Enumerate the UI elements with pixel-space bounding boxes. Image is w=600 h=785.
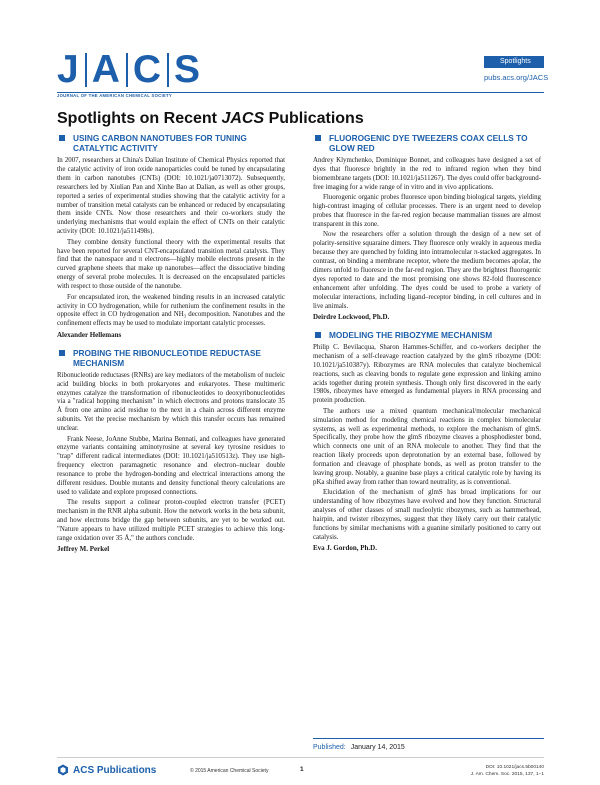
section-heading: PROBING THE RIBONUCLEOTIDE REDUCTASE MECHANISM <box>57 348 285 368</box>
author-name: Jeffrey M. Perkel <box>57 545 110 554</box>
logo-letter-s: S <box>174 48 202 91</box>
paragraph: Now the researchers offer a solution through the design of a new set of polarity-sensitive squaraine dimers. They fluoresce only weakly in aqueous media because they are quenched by folding into intramolecular π-stacked aggregates. In contrast, on binding a membrane receptor, where the medium becomes apolar, the dimers unfold to fluoresce in the far-red region. They are the brightest fluorogenic dyes reported to date and the most promising one shows 82-fold fluorescence enhancement after unfolding. The dyes could be used to probe a variety of molecular interactions, including ligand–receptor binding, in cell cultures and in live animals. <box>313 231 541 310</box>
acs-hexagon-icon <box>57 764 69 776</box>
section-nanotubes <box>57 133 285 340</box>
footer-doi: DOI: 10.1021/jacs.5b00140 <box>485 765 544 770</box>
paragraph: Andrey Klymchenko, Dominique Bonnet, and colleagues have designed a set of dyes that fluoresce brightly in the red to infrared region when they bind biomembrane targets (DOI: 10.1021/ja511267). The dyes could offer background-free imaging for a wide range of in vitro and in vivo applications. <box>313 157 541 191</box>
page-title: Spotlights on Recent JACS Publications <box>57 110 364 127</box>
paragraph: For encapsulated iron, the weakened binding results in an increased catalytic activity in CO hydrogenation, while for ruthenium the confinement results in the opposite effect in CO hydrogenation and NH₃ decomposition. Nanotubes and the confinement effects may be used to modulate important catalytic processes. <box>57 293 285 328</box>
spotlights-tab: Spotlights <box>484 56 544 68</box>
published-line <box>313 744 405 751</box>
acs-publications-logo: ACS Publications <box>57 764 156 776</box>
paragraph: Elucidation of the mechanism of glmS has broad implications for our understanding of how ribozymes have evolved and how they function. Structural analyses of other classes of small nucleolytic ribozymes, such as hammerhead, hairpin, and twister ribozymes, suggest that they likely carry out their catalytic functions by similar mechanisms with a guanine similarly positioned to carry out catalysis. <box>313 489 541 541</box>
author-name: Alexander Hellemans <box>57 330 122 339</box>
journal-url-link[interactable]: pubs.acs.org/JACS <box>484 73 549 82</box>
logo-letter-a: A <box>91 48 121 91</box>
jacs-logo <box>57 50 201 98</box>
footer-citation <box>471 764 544 778</box>
right-column <box>313 133 541 561</box>
section-heading: FLUOROGENIC DYE TWEEZERS COAX CELLS TO GLOW RED <box>313 133 541 153</box>
header-divider <box>57 92 544 93</box>
paragraph: Fluorogenic organic probes fluoresce upon binding biological targets, yielding high-contrast imaging of cellular processes. There is an urgent need to develop probes that fluoresce in the far-red region because mammalian tissues are almost transparent in this zone. <box>313 194 541 228</box>
logo-subtitle: JOURNAL OF THE AMERICAN CHEMICAL SOCIETY <box>57 93 172 98</box>
left-column <box>57 133 285 562</box>
paragraph: Philip C. Bevilacqua, Sharon Hammes-Schiffer, and co-workers decipher the mechanism of a self-cleavage reaction catalyzed by the glmS ribozyme (DOI: 10.1021/ja510387y). Ribozymes are RNA molecules that catalyze biochemical reactions, such as cleaving bonds to regulate gene expression and linking amino acids together during protein synthesis. Though only first discovered in the early 1980s, ribozymes have emerged as fundamental players in RNA processing and protein production. <box>313 343 541 405</box>
section-square-icon <box>315 332 321 338</box>
published-label: Published: <box>313 744 346 751</box>
paragraph: In 2007, researchers at China's Dalian Institute of Chemical Physics reported that the catalytic activity of iron oxide nanoparticles could be tuned by encapsulating them in carbon nanotubes (CNTs) (DOI: 10.1021/ja0713072). Subsequently, researchers led by Xiulian Pan and Xinhe Bao at Dalian, as well as other groups, reported a series of experimental studies showing that the catalytic activity for a number of transition metal catalysts can be enhanced or reduced by encapsulating them inside CNTs. Now those researchers and their co-workers study the underlying mechanisms that would explain the effect of CNTs on their catalytic activity (DOI: 10.1021/ja511498s). <box>57 157 285 236</box>
published-date: January 14, 2015 <box>350 744 405 751</box>
section-heading: USING CARBON NANOTUBES FOR TUNING CATALYTIC ACTIVITY <box>57 133 285 153</box>
paragraph: Ribonucleotide reductases (RNRs) are key mediators of the metabolism of nucleic acid building blocks in both prokaryotes and eukaryotes. These multimeric enzymes catalyze the transformation of ribonucleotides to deoxyribonucleotides via a "radical hopping mechanism" in which electrons and protons translocate 35 Å from one amino acid residue to the next in a chain across different enzyme subunits. Yet the precise mechanism by which this transfer occurs has remained unclear. <box>57 371 285 433</box>
page-number: 1 <box>300 766 304 773</box>
paragraph: The authors use a mixed quantum mechanical/molecular mechanical simulation method for modeling chemical reactions in complex biomolecular systems, as well as experimental methods, to explore the mechanism of glmS. Specifically, they probe how the glmS ribozyme cleaves a phosphodiester bond, which connects one unit of an RNA molecule to another. They find that the reaction likely proceeds upon deprotonation by an external base, followed by formation and cleavage of phosphate bonds, as well as proton transfer to the leaving group. Notably, a guanine base plays a critical catalytic role by having its pKa shifted away from rather than toward neutrality, as is conventional. <box>313 407 541 486</box>
section-square-icon <box>59 350 65 356</box>
author-name: Eva J. Gordon, Ph.D. <box>313 544 377 553</box>
logo-letter-j: J <box>57 48 80 91</box>
section-fluorogenic <box>313 133 541 322</box>
footer-divider <box>57 757 544 758</box>
section-ribonucleotide <box>57 348 285 555</box>
section-ribozyme <box>313 330 541 553</box>
published-divider <box>313 738 544 739</box>
section-heading: MODELING THE RIBOZYME MECHANISM <box>313 330 541 340</box>
paragraph: They combine density functional theory with the experimental results that have been reported for several CNT-encapsulated transition metal catalysts. They find that the nanospace and π electrons—highly mobile electrons present in the curved graphene sheets that make up nanotubes—affect the dissociative binding energy of several probe molecules. It is decreased on the encapsulated particles with respect to those outside of the nanotube. <box>57 238 285 291</box>
paragraph: The results support a colinear proton-coupled electron transfer (PCET) mechanism in the RNR alpha subunit. How the network works in the beta subunit, and how electrons bridge the gap between subunits, are yet to be worked out. "Nature appears to have utilized multiple PCET strategies to achieve this long-range oxidation over 35 Å," the authors conclude. <box>57 499 285 543</box>
author-name: Deirdre Lockwood, Ph.D. <box>313 312 390 321</box>
footer-journal-citation: J. Am. Chem. Soc. 2015, 137, 1−1 <box>470 772 544 777</box>
logo-letter-c: C <box>132 48 163 91</box>
paragraph: Frank Neese, JoAnne Stubbe, Marina Bennati, and colleagues have generated enzyme variants containing aminotyrosine at several key tyrosine residues to "trap" different radical intermediates (DOI: 10.1021/ja510513z). They use high-frequency electron paramagnetic resonance and electron–nuclear double resonance to probe the hydrogen-bonding and electrical interactions among the different residues. Double mutants and density functional theory calculations are used to validate and explore proposed connections. <box>57 435 285 496</box>
section-square-icon <box>315 135 321 141</box>
section-square-icon <box>59 135 65 141</box>
copyright-notice: © 2015 American Chemical Society <box>190 768 269 774</box>
